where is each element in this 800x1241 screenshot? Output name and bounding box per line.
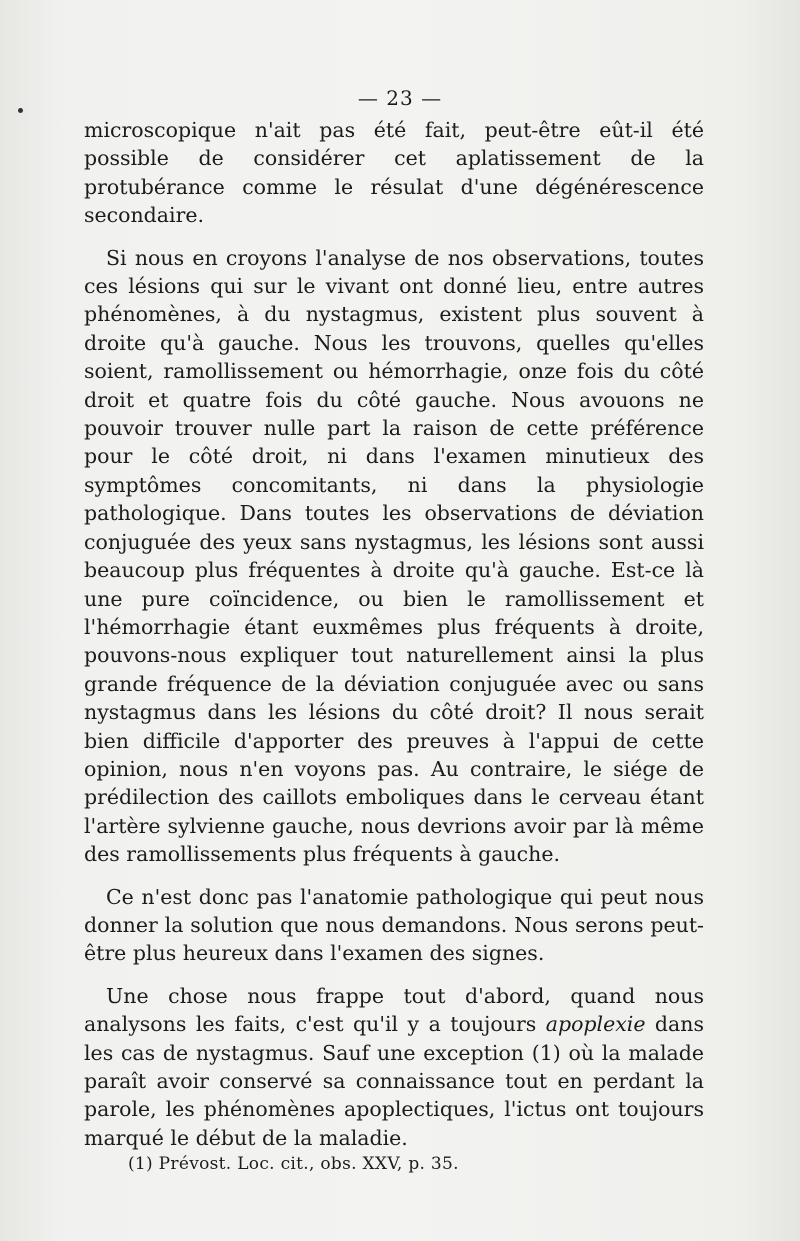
paragraph-3-text: Ce n'est donc pas l'anatomie pathologique qui peut nous donner la solution que nous demandons. Nous serons peut-être plus heureux dans l'examen des signes.	[84, 884, 704, 966]
paragraph-1	[84, 116, 704, 230]
paragraph-3	[84, 883, 704, 968]
paragraph-4-emphasis: apoplexie	[545, 1012, 646, 1037]
footnote: (1) Prévost. Loc. cit., obs. XXV, p. 35.	[128, 1154, 459, 1174]
paragraph-4-text-b: dans les cas de nystagmus. Sauf une exception (1) où la malade paraît avoir conservé sa connaissance tout en perdant la parole, les phénomènes apoplectiques, l'ictus ont toujours marqué le début de la maladie.	[84, 1012, 704, 1150]
paragraph-1-text: microscopique n'ait pas été fait, peut-être eût-il été possible de considérer cet aplatissement de la protubérance comme le résulat d'une dégénérescence secondaire.	[84, 118, 704, 228]
page-number: — 23 —	[357, 86, 443, 110]
body-text	[84, 116, 704, 1152]
paragraph-4-text-a: Une chose nous frappe tout d'abord, quand nous analysons les faits, c'est qu'il y a toujours	[84, 983, 704, 1037]
paragraph-2-text: Si nous en croyons l'analyse de nos observations, toutes ces lésions qui sur le vivant ont donné lieu, entre autres phénomènes, à du nystagmus, existent plus souvent à droite qu'à gauche. Nous les trouvons, quelles qu'elles soient, ramollissement ou hémorrhagie, onze fois du côté droit et quatre fois du côté gauche. Nous avouons ne pouvoir trouver nulle part la raison de cette préférence pour le côté droit, ni dans l'examen minutieux des symptômes concomitants, ni dans la physiologie pathologique. Dans toutes les observations de déviation conjuguée des yeux sans nystagmus, les lésions sont aussi beaucoup plus fréquentes à droite qu'à gauche. Est-ce là une pure coïncidence, ou bien le ramollissement et l'hémorrhagie étant euxmêmes plus fréquents à droite, pouvons-nous expliquer tout naturellement ainsi la plus grande fréquence de la déviation conjuguée avec ou sans nystagmus dans les lésions du côté droit? Il nous serait bien difficile d'apporter des preuves à l'appui de cette opinion, nous n'en voyons pas. Au contraire, le siége de prédilection des caillots emboliques dans le cerveau étant l'artère sylvienne gauche, nous devrions avoir par là même des ramollissements plus fréquents à gauche.	[84, 245, 704, 867]
paragraph-2	[84, 244, 704, 869]
paragraph-4	[84, 982, 704, 1152]
